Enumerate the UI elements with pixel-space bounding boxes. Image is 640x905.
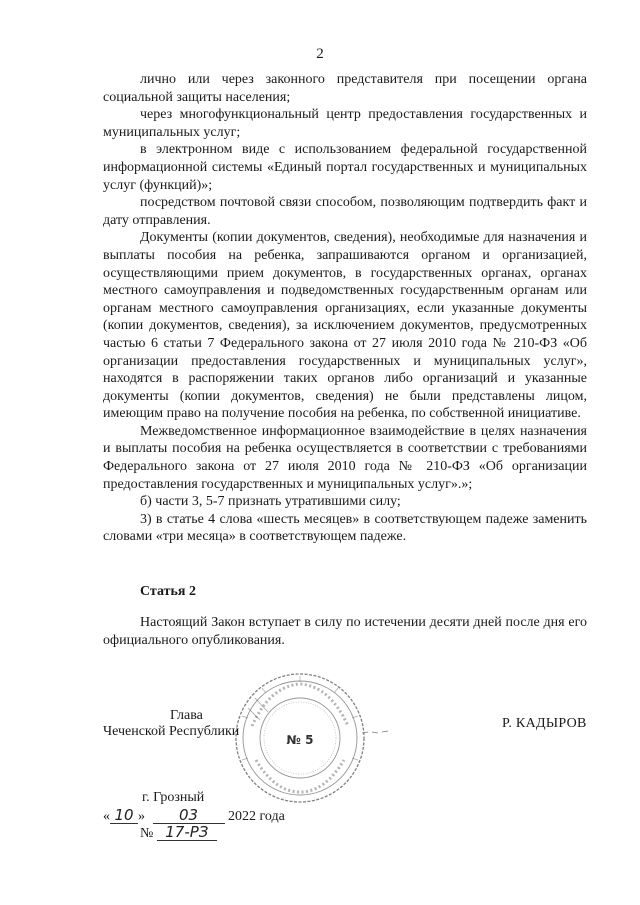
- article-heading: Статья 2: [140, 584, 196, 599]
- paragraph: через многофункциональный центр предоставления государственных и муниципальных услуг;: [103, 107, 587, 140]
- document-number: [140, 825, 217, 842]
- paragraph: посредством почтовой связи способом, позволяющим подтвердить факт и дату отправления.: [103, 195, 587, 228]
- final-paragraph: Настоящий Закон вступает в силу по истечении десяти дней после дня его официального опубликования.: [103, 615, 587, 648]
- quote-open: «: [103, 809, 110, 824]
- date-month: 03: [153, 808, 225, 824]
- paragraph: лично или через законного представителя при посещении органа социальной защиты населения;: [103, 72, 587, 105]
- number-prefix: №: [140, 826, 154, 841]
- page-number: 2: [316, 46, 324, 62]
- paragraph: Межведомственное информационное взаимодействие в целях назначения и выплаты пособия на ребенка осуществляется в соответствии с требованиями Федерального закона от 27 июля 2010 года № 210-ФЗ «Об организации предоставления государственных и муниципальных услуг».»;: [103, 423, 587, 492]
- date-day: 10: [110, 808, 138, 824]
- paragraph: в электронном виде с использованием федеральной государственной информационной системы «Единый портал государственных и муниципальных услуг (функций)»;: [103, 142, 587, 193]
- date-year: 2022 года: [228, 809, 285, 824]
- quote-close: »: [138, 809, 145, 824]
- signer-name: Р. КАДЫРОВ: [502, 716, 587, 731]
- paragraph: б) части 3, 5-7 признать утратившими силу;: [140, 494, 401, 510]
- city: г. Грозный: [142, 790, 205, 805]
- signer-title: Глава: [170, 708, 203, 723]
- signature-mark: [360, 726, 390, 738]
- number-value: 17-РЗ: [157, 825, 217, 841]
- body-text: [103, 71, 587, 546]
- paragraph: 3) в статье 4 слова «шесть месяцев» в соответствующем падеже заменить словами «три месяца» в соответствующем падеже.: [103, 511, 587, 545]
- signer-title-republic: Чеченской Республики: [103, 724, 240, 739]
- seal-number: № 5: [286, 733, 314, 747]
- paragraph: Документы (копии документов, сведения), необходимые для назначения и выплаты пособия на ребенка, запрашиваются органом и организацией, осуществляющими прием документов, в государственных органах, органах местного самоуправления и подведомственных государственным органам или органам местного самоуправления организациях, если указанные документы (копии документов, сведения), за исключением документов, предусмотренных частью 6 статьи 7 Федерального закона от 27 июля 2010 года № 210-ФЗ «Об организации предоставления государственных и муниципальных услуг», находятся в распоряжении таких органов либо организаций и указанные документы (копии документов, сведения) не были представлены лицом, имеющим право на получение пособия на ребенка, по собственной инициативе.: [103, 230, 587, 422]
- official-seal: [230, 668, 370, 808]
